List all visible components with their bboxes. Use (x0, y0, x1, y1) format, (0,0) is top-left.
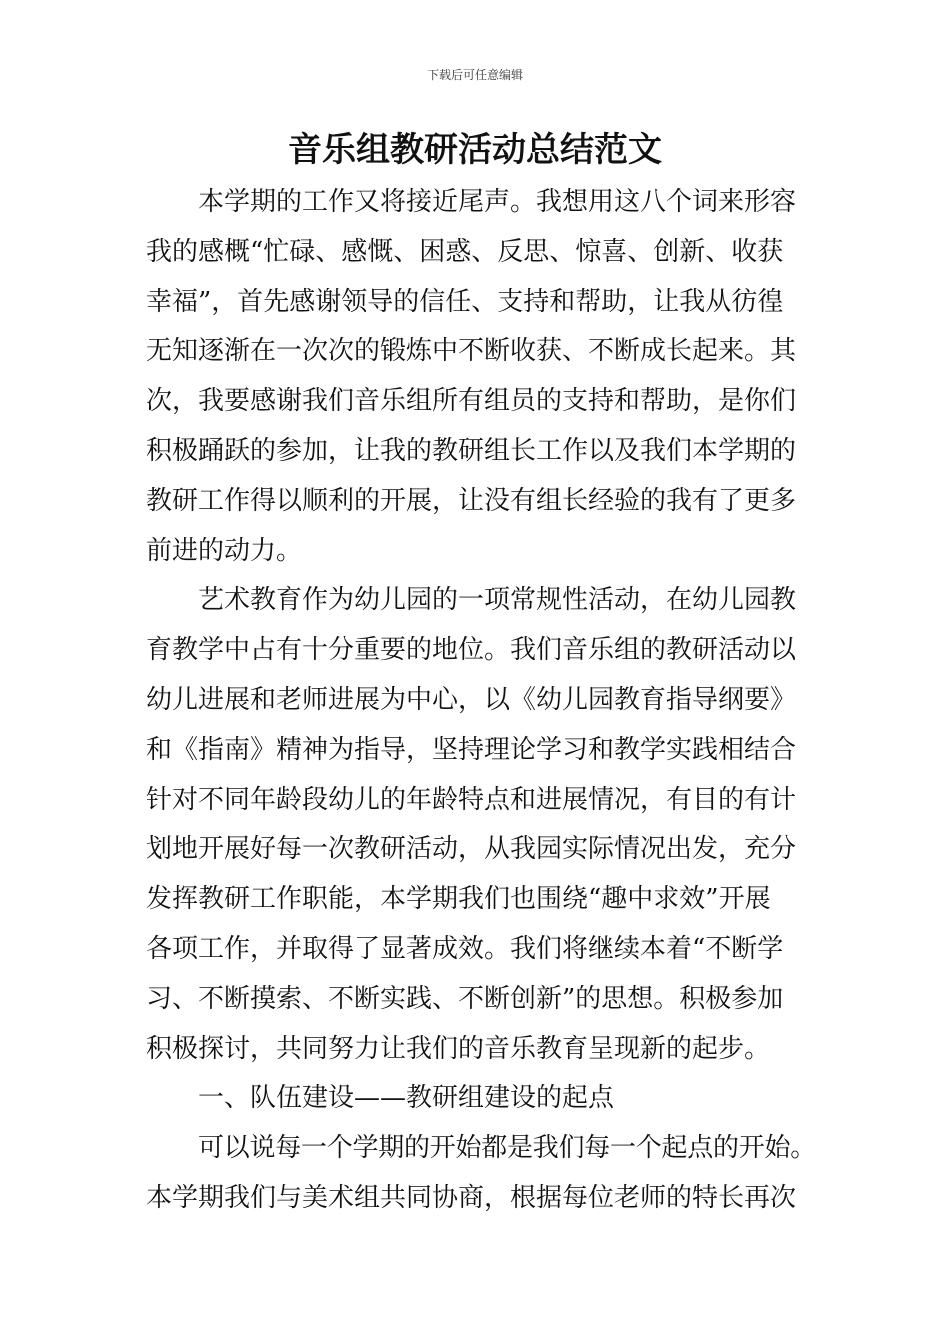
document-title: 音乐组教研活动总结范文 (288, 130, 662, 170)
header-note: 下载后可任意编辑 (426, 68, 523, 82)
body-line: 和《指南》精神为指导，坚持理论学习和教学实践相结合 (146, 734, 797, 765)
body-line: 育教学中占有十分重要的地位。我们音乐组的教研活动以 (146, 635, 797, 666)
body-line: 划地开展好每一次教研活动，从我园实际情况出发，充分 (146, 834, 797, 865)
body-line: 积极踊跃的参加，让我的教研组长工作以及我们本学期的 (146, 435, 797, 466)
body-line: 艺术教育作为幼儿园的一项常规性活动，在幼儿园教 (198, 585, 797, 616)
body-line: 次，我要感谢我们音乐组所有组员的支持和帮助，是你们 (146, 386, 797, 417)
body-line: 教研工作得以顺利的开展，让没有组长经验的我有了更多 (146, 485, 797, 516)
body-line: 发挥教研工作职能，本学期我们也围绕“趣中求效”开展 (146, 884, 771, 915)
body-line: 本学期我们与美术组共同协商，根据每位老师的特长再次 (146, 1182, 797, 1213)
body-line: 前进的动力。 (146, 535, 303, 566)
body-line: 习、不断摸索、不断实践、不断创新”的思想。积极参加 (146, 983, 784, 1014)
body-line: 幼儿进展和老师进展为中心，以《幼儿园教育指导纲要》 (146, 684, 797, 715)
body-line: 无知逐渐在一次次的锻炼中不断收获、不断成长起来。其 (146, 336, 797, 367)
document-body (146, 178, 818, 1224)
body-line: 可以说每一个学期的开始都是我们每一个起点的开始。 (198, 1133, 817, 1164)
body-line: 我的感概“忙碌、感慨、困惑、反思、惊喜、创新、收获 (146, 236, 784, 267)
body-line: 积极探讨，共同努力让我们的音乐教育呈现新的起步。 (146, 1033, 771, 1064)
body-line: 各项工作，并取得了显著成效。我们将继续本着“不断学 (146, 933, 784, 964)
body-line: 本学期的工作又将接近尾声。我想用这八个词来形容 (198, 187, 797, 217)
body-line: 幸福”，首先感谢领导的信任、支持和帮助，让我从彷徨 (146, 286, 784, 317)
body-line: 针对不同年龄段幼儿的年龄特点和进展情况，有目的有计 (146, 784, 797, 815)
body-line: 一、队伍建设——教研组建设的起点 (198, 1083, 615, 1114)
